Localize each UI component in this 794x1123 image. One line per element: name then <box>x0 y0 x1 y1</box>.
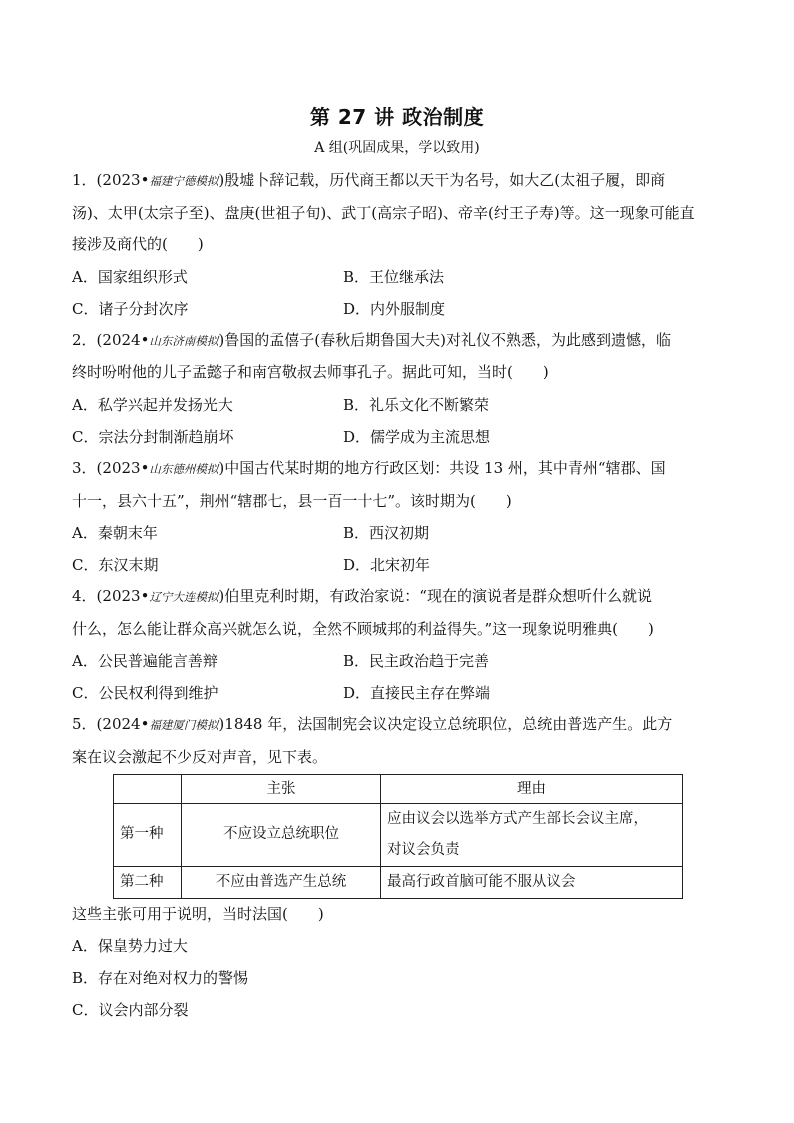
question-text: 终时吩咐他的儿子孟懿子和南宫敬叔去师事孔子。据此可知，当时( ) <box>72 363 549 382</box>
option-c: C．诸子分封次序 <box>72 299 189 318</box>
option-b: B．西汉初期 <box>343 524 430 543</box>
question-5 <box>72 709 724 1026</box>
question-text: 什么，怎么能让群众高兴就怎么说，全然不顾城邦的利益得失。”这一现象说明雅典( ) <box>72 619 654 638</box>
question-source: 福建宁德模拟 <box>149 174 219 188</box>
option-c: C．公民权利得到维护 <box>72 684 219 703</box>
table-row <box>114 803 683 866</box>
questions-content <box>72 165 724 1026</box>
option-a: A．保皇势力过大 <box>72 937 188 956</box>
option-d: D．北宋初年 <box>343 556 431 575</box>
question-text: )鲁国的孟僖子(春秋后期鲁国大夫)对礼仪不熟悉，为此感到遗憾，临 <box>218 330 671 349</box>
table-cell: 不应由普选产生总统 <box>182 866 381 898</box>
page-title: 第 27 讲 政治制度 <box>309 105 485 129</box>
option-a: A．公民普遍能言善辩 <box>72 652 218 671</box>
table-cell: 第二种 <box>114 866 182 898</box>
table-header-cell <box>114 774 182 803</box>
question-text: 汤)、太甲(太宗子至)、盘庚(世祖子旬)、武丁(高宗子昭)、帝辛(纣王子寿)等。这一现象可能直 <box>72 203 695 222</box>
question-text: 十一，县六十五”，荆州“辖郡七，县一百一十七”。该时期为( ) <box>72 491 512 510</box>
option-c: C．宗法分封制渐趋崩坏 <box>72 427 234 446</box>
option-a: A．私学兴起并发扬光大 <box>72 395 233 414</box>
question-text: )中国古代某时期的地方行政区划：共设 13 州，其中青州“辖郡、国 <box>218 458 666 477</box>
question-text: 这些主张可用于说明，当时法国( ) <box>72 904 324 923</box>
option-b: B．王位继承法 <box>343 267 445 286</box>
table-header-cell: 主张 <box>182 774 381 803</box>
option-a: A．秦朝末年 <box>72 524 158 543</box>
table-cell <box>381 866 683 898</box>
table-cell: 不应设立总统职位 <box>182 803 381 866</box>
question-number: 4．(2023• <box>72 587 150 606</box>
option-c: C．议会内部分裂 <box>72 1001 189 1020</box>
question-text: 案在议会激起不少反对声音，见下表。 <box>72 747 328 766</box>
question-text: )1848 年，法国制宪会议决定设立总统职位，总统由普选产生。此方 <box>218 715 673 734</box>
option-b: B．礼乐文化不断繁荣 <box>343 395 490 414</box>
reason-line: 对议会负责 <box>387 841 460 858</box>
question-3 <box>72 453 724 581</box>
table-header-row <box>114 774 683 803</box>
reason-line: 最高行政首脑可能不服从议会 <box>387 873 576 890</box>
option-a: A．国家组织形式 <box>72 267 188 286</box>
question-source: 辽宁大连模拟 <box>149 590 219 605</box>
reason-line: 应由议会以选举方式产生部长会议主席， <box>387 810 648 827</box>
question-number: 3．(2023• <box>72 458 150 477</box>
option-b: B．存在对绝对权力的警惕 <box>72 969 249 988</box>
table-cell <box>381 803 683 866</box>
table-header-cell: 理由 <box>381 774 683 803</box>
question-source: 山东济南模拟 <box>149 333 219 348</box>
section-subtitle: A 组(巩固成果，学以致用) <box>314 140 480 156</box>
question-1 <box>72 165 724 325</box>
question-text: 接涉及商代的( ) <box>72 235 204 254</box>
table-cell: 第一种 <box>114 803 182 866</box>
table-row <box>114 866 683 898</box>
option-d: D．儒学成为主流思想 <box>343 427 491 446</box>
option-d: D．内外服制度 <box>343 299 446 318</box>
option-b: B．民主政治趋于完善 <box>343 652 490 671</box>
option-c: C．东汉末期 <box>72 556 159 575</box>
question-number: 2．(2024• <box>72 330 150 349</box>
question-source: 山东德州模拟 <box>149 461 219 476</box>
question-text: )殷墟卜辞记载，历代商王都以天干为名号，如大乙(太祖子履，即商 <box>218 171 666 189</box>
question-4 <box>72 581 724 709</box>
question-number: 1．(2023• <box>72 171 150 189</box>
question-text: )伯里克利时期，有政治家说：“现在的演说者是群众想听什么就说 <box>218 587 652 606</box>
question-2 <box>72 325 724 453</box>
question-source: 福建厦门模拟 <box>149 718 219 733</box>
opinions-table <box>113 774 683 899</box>
option-d: D．直接民主存在弊端 <box>343 684 491 703</box>
question-number: 5．(2024• <box>72 715 150 734</box>
